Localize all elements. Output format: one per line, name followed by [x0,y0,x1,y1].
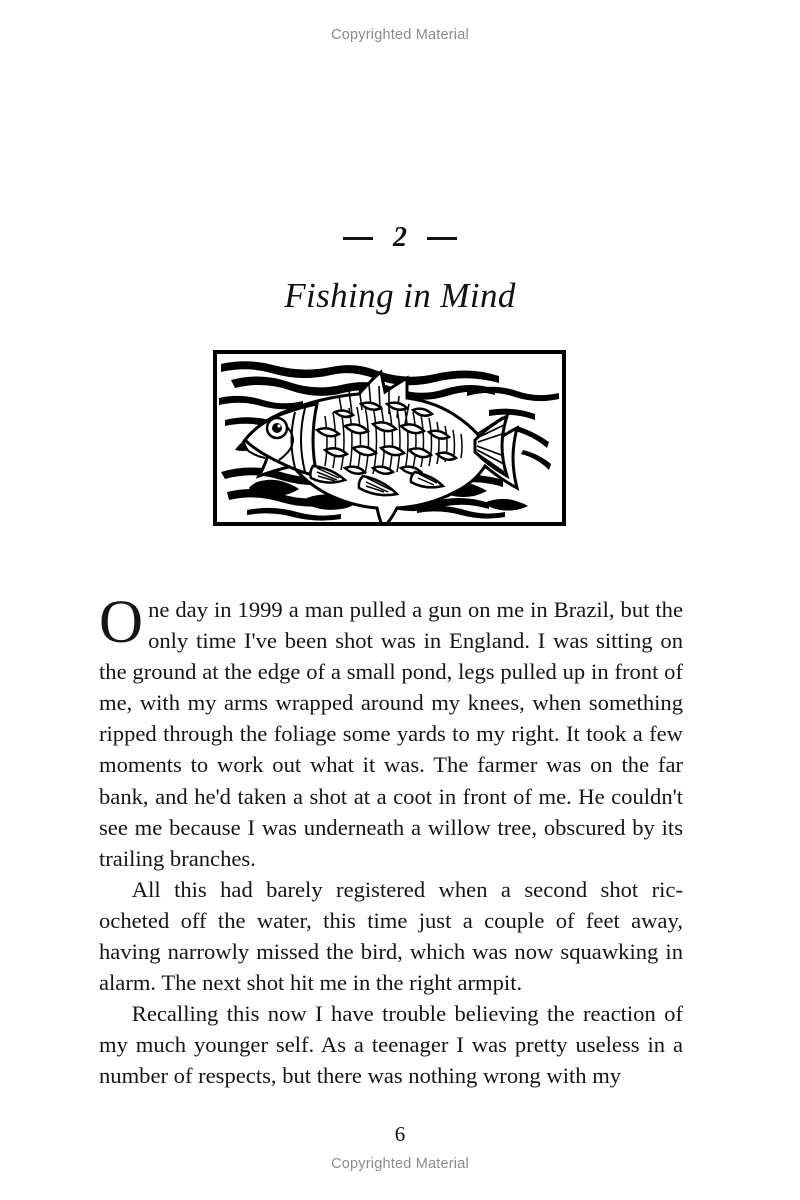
body-text [99,589,683,1092]
fish-woodcut-icon [217,354,562,522]
dash-rule-right-icon [427,237,457,240]
paragraph-3: Recalling this now I have trouble believing the reaction of my much younger self. As a teenager I was pretty useless in a number of respects, but there was nothing wrong with my [99,1001,683,1089]
paragraph-2: All this had barely registered when a second shot ric-ocheted off the water, this time just a couple of feet away, having narrowly missed the bird, which was now squawking in alarm. The next shot hit me in the right armpit. [99,876,683,996]
paragraph-1: One day in 1999 a man pulled a gun on me in Brazil, but the only time I've been shot was in England. I was sitting on the ground at the edge of a small pond, legs pulled up in front of me, with my arms wrapped around my knees, when something ripped through the foliage some yards to my right. It took a few moments to work out what it was. The farmer was on the far bank, and he'd taken a shot at a coot in front of me. He couldn't see me because I was underneath a willow tree, obscured by its trailing branches. [99,589,683,871]
copyright-watermark-top: Copyrighted Material [331,27,469,43]
copyright-watermark-bottom: Copyrighted Material [331,1156,469,1172]
chapter-title: Fishing in Mind [284,276,516,315]
chapter-number-row [0,218,800,258]
chapter-header [0,218,800,316]
page-number: 6 [394,1122,406,1146]
dash-rule-left-icon [343,237,373,240]
fish-woodcut-illustration [213,350,566,526]
chapter-number: 2 [393,222,407,253]
